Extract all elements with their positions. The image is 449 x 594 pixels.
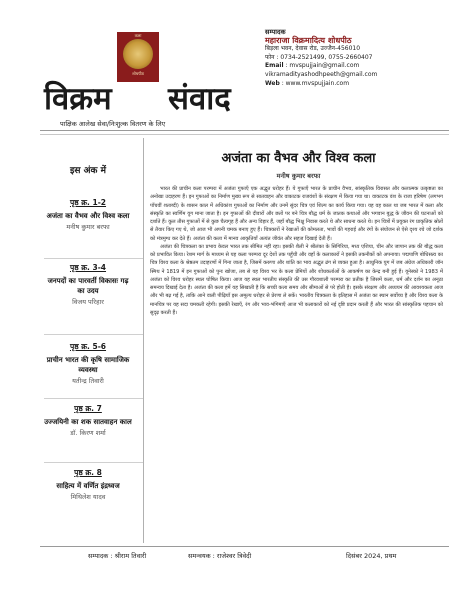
web-link[interactable]: : www.mvspujjain.com <box>281 79 350 87</box>
toc-item[interactable] <box>44 263 132 307</box>
toc-title: उज्जयिनी का शक सातवाहन काल <box>44 418 132 426</box>
article-title: अजंता का वैभव और विश्व कला <box>221 151 376 166</box>
masthead-title-right: संवाद <box>168 81 231 117</box>
publisher-address: बिड़ला भवन, देवास रोड, उज्जैन-456010 <box>265 45 361 53</box>
footer-divider <box>40 546 449 547</box>
article-paragraph: भारत की प्राचीन कला परम्परा में अजंता गुफाएँ एक अद्भुत धरोहर हैं। ये गुफाएँ भारत के प्राचीन वैभव, सांस्कृतिक विरासत और कलात्मक उत्कृष्टता का अनोखा उदाहरण हैं। इन गुफाओं का निर्माण मुख्य रूप से सातवाहन और वाकाटक राजवंशों के संरक्षण में किया गया था। वाकाटक वंश के राजा हरिषेण (लगभग पाँचवीं शताब्दी) के शासन काल में अधिकांश गुफाओं का निर्माण और उनमें सुंदर चित्र एवं शिल्प का कार्य किया गया। यह वह काल था जब भारत में कला और संस्कृति का स्वर्णिम युग माना जाता है। इन गुफाओं की दीवारों और छतों पर बने चित्र बौद्ध धर्म के जातक कथाओं और भगवान बुद्ध के जीवन की घटनाओं को दर्शाते हैं। कुल तीस गुफाओं में से कुछ चैत्यगृह हैं और अन्य विहार हैं, जहाँ बौद्ध भिक्षु निवास करते थे और साधना करते थे। इन चित्रों में प्रयुक्त रंग प्राकृतिक स्रोतों से तैयार किए गए थे, जो आज भी अपनी चमक बनाए हुए हैं। चित्रकारों ने रेखाओं की कोमलता, भावों की गहराई और रंगों के संयोजन से ऐसे दृश्य रचे जो दर्शक को मंत्रमुग्ध कर देते हैं। अजंता की कला में मानव आकृतियाँ अत्यंत जीवंत और सहज दिखाई देती हैं। <box>150 186 443 242</box>
toc-item[interactable] <box>44 198 132 232</box>
web-label: Web <box>265 79 280 87</box>
logo-top-text: कला <box>134 33 142 38</box>
article-author: मनीष कुमार बरफा <box>276 172 321 180</box>
toc-page: पृष्ठ क्र. 3-4 <box>69 263 107 272</box>
email-link[interactable]: : mvspujjain@gmail.com <box>285 62 360 70</box>
header-divider <box>40 130 449 131</box>
article-body <box>150 185 443 539</box>
toc-author: डॉ. किरण शर्मा <box>70 429 106 437</box>
toc-divider <box>44 398 144 399</box>
toc-item[interactable] <box>44 468 132 502</box>
footer-editor: सम्पादक : श्रीराम तिवारी <box>88 552 147 560</box>
toc-heading: इस अंक में <box>70 166 106 176</box>
footer-coordinator: समन्वयक : राजेश्वर त्रिवेदी <box>188 552 252 560</box>
toc-title: साहित्य में वर्णित इंद्रध्वज <box>56 482 120 490</box>
toc-page: पृष्ठ क्र. 1-2 <box>69 198 107 207</box>
toc-author: मनीष कुमार बरफा <box>66 223 110 231</box>
email-label: Email <box>265 62 284 70</box>
publisher-email-row <box>265 62 445 71</box>
publisher-web-row <box>265 80 445 89</box>
footer <box>40 551 449 563</box>
toc-author: यतीन्द्र तिवारी <box>72 377 104 385</box>
logo <box>117 32 159 82</box>
toc-page: पृष्ठ क्र. 5-6 <box>69 342 107 351</box>
publisher-label: सम्पादक <box>265 28 286 36</box>
masthead-tagline: पाक्षिक आलेख सेवा/निःशुल्क वितरण के लिए <box>60 120 166 128</box>
toc-title: प्राचीन भारत की कृषि सामाजिक व्यवस्था <box>46 356 130 374</box>
publisher-block <box>265 28 445 88</box>
publisher-org: महाराजा विक्रमादित्य शोधपीठ <box>265 35 352 45</box>
email-link-2[interactable]: vikramadityashodhpeeth@gmail.com <box>265 70 378 78</box>
toc-item[interactable] <box>44 342 132 386</box>
toc-title: जनपदों का पारवर्ती विकासः गढ़ का उदय <box>47 277 129 295</box>
publisher-phone: फोन : 0734-2521499, 0755-2660407 <box>265 53 373 61</box>
masthead-title-left: विक्रम <box>44 81 112 117</box>
toc-author: मिथिलेश यादव <box>70 493 106 501</box>
logo-bottom-text: शोधपीठ <box>132 71 144 76</box>
toc-divider <box>44 462 144 463</box>
seal-icon <box>123 39 153 69</box>
toc-title: अजंता का वैभव और विश्व कला <box>46 212 130 220</box>
footer-date: दिसंबर 2024, प्रथम <box>346 552 397 560</box>
toc-divider <box>44 334 144 335</box>
toc-author: विजय परिहार <box>72 298 104 306</box>
header-divider-thin <box>40 134 449 135</box>
article-paragraph: अजंता की चित्रकला का प्रभाव केवल भारत तक सीमित नहीं रहा। इसकी शैली ने श्रीलंका के सिगिरिया, मध्य एशिया, चीन और जापान तक की बौद्ध कला को प्रभावित किया। रेशम मार्ग के माध्यम से यह कला परम्परा दूर देशों तक पहुँची और वहाँ के कलाकारों ने इसकी तकनीकों को अपनाया। पद्मपाणि बोधिसत्व का चित्र विश्व कला के श्रेष्ठतम उदाहरणों में गिना जाता है, जिसमें करुणा और शांति का भाव अद्भुत ढंग से व्यक्त हुआ है। आधुनिक युग में जब अंग्रेज अधिकारी जॉन स्मिथ ने 1819 में इन गुफाओं को पुनः खोजा, तब से यह विश्व भर के कला प्रेमियों और शोधकर्ताओं के आकर्षण का केन्द्र बनी हुई हैं। यूनेस्को ने 1983 में अजंता को विश्व धरोहर स्थल घोषित किया। आज यह स्थल भारतीय संस्कृति की उस गौरवशाली परम्परा का प्रतीक है जिसमें कला, धर्म और दर्शन का अनूठा समन्वय दिखाई देता है। अजंता की कला हमें यह सिखाती है कि सच्ची कला समय और सीमाओं से परे होती है। इसके संरक्षण और अध्ययन की आवश्यकता आज और भी बढ़ गई है, ताकि आने वाली पीढ़ियाँ इस अमूल्य धरोहर से प्रेरणा ले सकें। भारतीय चित्रकला के इतिहास में अजंता का स्थान सर्वोच्च है और विश्व कला के मानचित्र पर यह सदा चमकती रहेगी। इसकी रेखाएँ, रंग और भाव-भंगिमाएँ आज भी कलाकारों को नई दृष्टि प्रदान करती हैं और भारत की सांस्कृतिक पहचान को सुदृढ़ करती हैं। <box>150 243 443 316</box>
toc-page: पृष्ठ क्र. 8 <box>74 468 102 477</box>
toc-item[interactable] <box>44 404 132 438</box>
column-divider <box>143 138 144 543</box>
toc-page: पृष्ठ क्र. 7 <box>74 404 102 413</box>
toc-divider <box>44 258 144 259</box>
